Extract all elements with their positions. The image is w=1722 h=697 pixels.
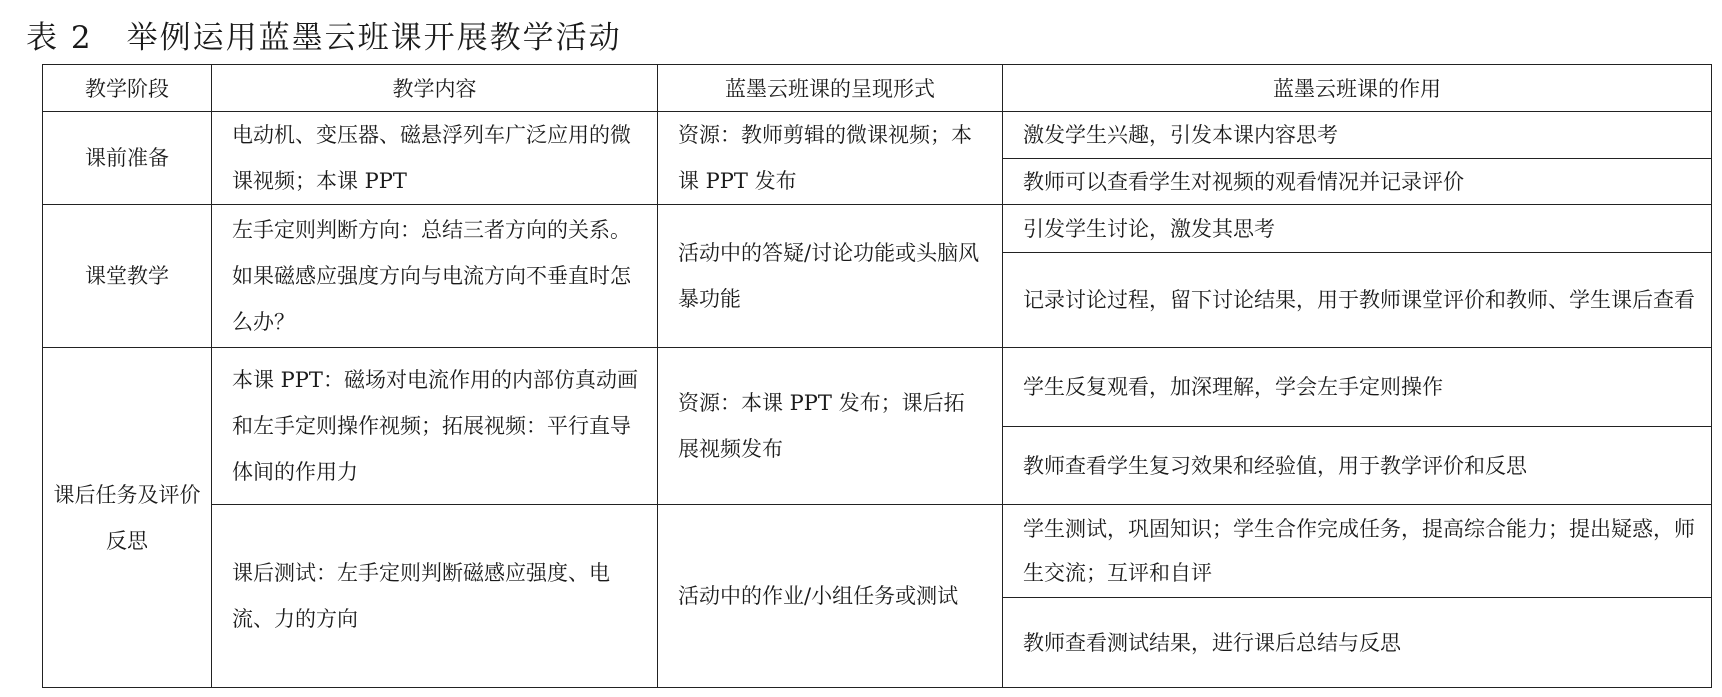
column-header-stage: 教学阶段 (43, 65, 212, 112)
effect-item: 引发学生讨论，激发其思考 (1023, 216, 1275, 241)
form-cell: 资源：教师剪辑的微课视频；本课 PPT 发布 (658, 112, 1003, 205)
effect-item: 教师查看学生复习效果和经验值，用于教学评价和反思 (1003, 426, 1711, 504)
stage-cell: 课堂教学 (43, 205, 212, 348)
effect-cell (1003, 505, 1712, 688)
effect-cell (1003, 112, 1712, 205)
form-cell: 资源：本课 PPT 发布；课后拓展视频发布 (658, 348, 1003, 505)
effect-cell (1003, 205, 1712, 348)
effect-item: 学生测试，巩固知识；学生合作完成任务，提高综合能力；提出疑惑，师生交流；互评和自评 (1023, 517, 1695, 585)
column-header-effect: 蓝墨云班课的作用 (1003, 65, 1712, 112)
table-number: 表 2 (26, 20, 93, 56)
effect-item: 教师查看测试结果，进行课后总结与反思 (1003, 597, 1711, 687)
content-cell: 本课 PPT：磁场对电流作用的内部仿真动画和左手定则操作视频；拓展视频：平行直导体间的作用力 (212, 348, 658, 505)
column-header-content: 教学内容 (212, 65, 658, 112)
table-row (43, 112, 1712, 205)
effect-cell (1003, 348, 1712, 505)
content-cell: 课后测试：左手定则判断磁感应强度、电流、力的方向 (212, 505, 658, 688)
table-row (43, 505, 1712, 688)
table-row (43, 205, 1712, 348)
form-cell: 活动中的答疑/讨论功能或头脑风暴功能 (658, 205, 1003, 348)
table-caption (26, 12, 622, 57)
effect-item: 教师可以查看学生对视频的观看情况并记录评价 (1003, 158, 1711, 204)
teaching-activity-table (42, 64, 1712, 688)
effect-item: 激发学生兴趣，引发本课内容思考 (1023, 123, 1338, 147)
effect-item: 记录讨论过程，留下讨论结果，用于教师课堂评价和教师、学生课后查看 (1003, 252, 1711, 347)
column-header-form: 蓝墨云班课的呈现形式 (658, 65, 1003, 112)
content-cell: 左手定则判断方向：总结三者方向的关系。如果磁感应强度方向与电流方向不垂直时怎么办？ (212, 205, 658, 348)
effect-item: 学生反复观看，加深理解，学会左手定则操作 (1023, 375, 1443, 399)
stage-cell: 课后任务及评价反思 (43, 348, 212, 688)
table-header-row (43, 65, 1712, 112)
stage-cell: 课前准备 (43, 112, 212, 205)
table-row (43, 348, 1712, 505)
content-cell: 电动机、变压器、磁悬浮列车广泛应用的微课视频；本课 PPT (212, 112, 658, 205)
table-title: 举例运用蓝墨云班课开展教学活动 (126, 20, 622, 56)
form-cell: 活动中的作业/小组任务或测试 (658, 505, 1003, 688)
